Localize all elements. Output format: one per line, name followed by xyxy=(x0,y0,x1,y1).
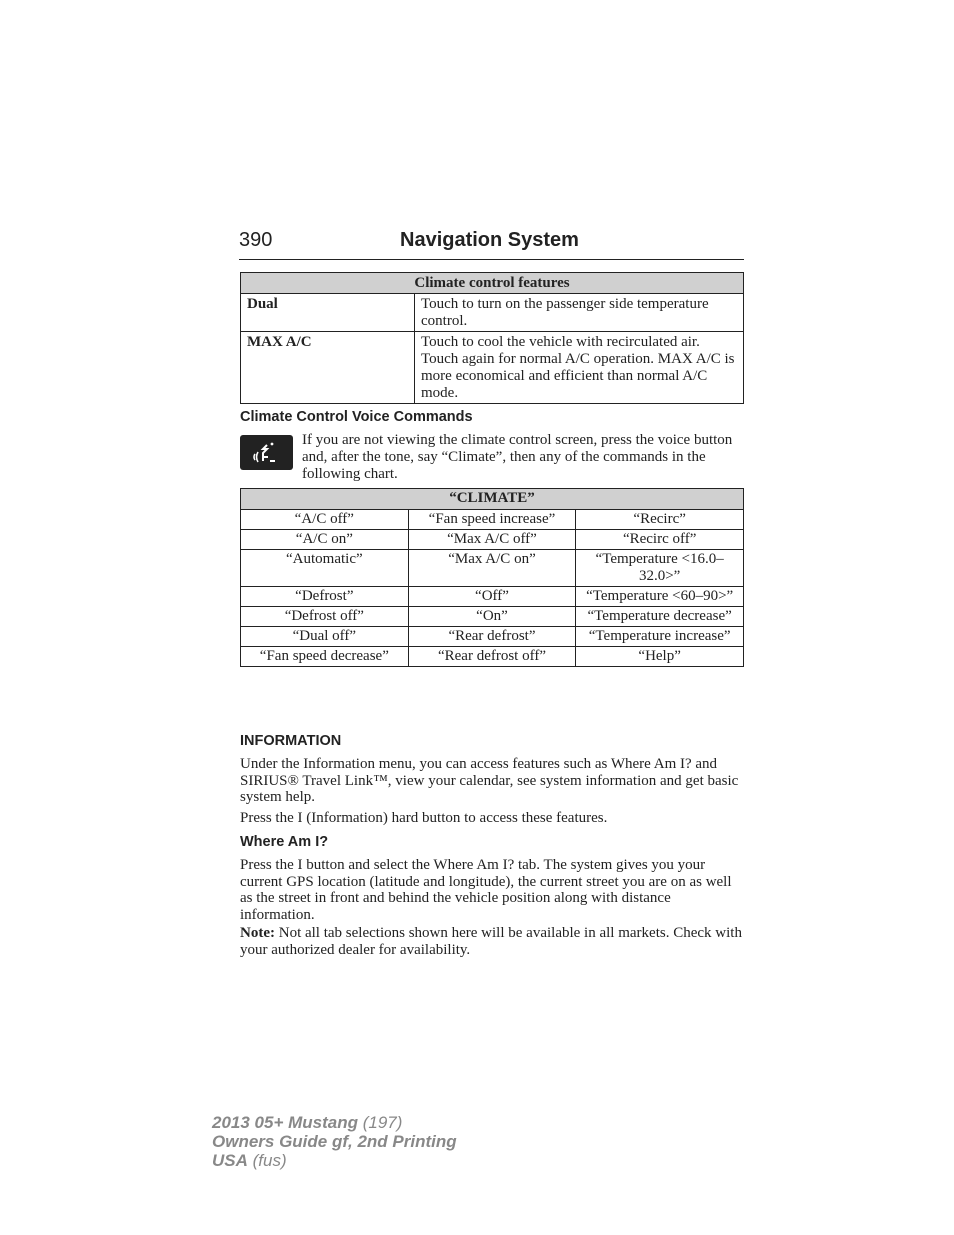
command-cell: “Defrost” xyxy=(241,587,409,607)
information-hint: Press the I (Information) hard button to access these features. xyxy=(240,810,608,826)
climate-features-table xyxy=(240,272,744,404)
command-cell: “Fan speed increase” xyxy=(408,510,576,530)
command-cell: “A/C off” xyxy=(241,510,409,530)
command-cell: “Max A/C on” xyxy=(408,550,576,587)
commands-table-title: “CLIMATE” xyxy=(241,489,744,510)
footer-market-code: (fus) xyxy=(247,1151,287,1170)
command-cell: “Defrost off” xyxy=(241,607,409,627)
table-row xyxy=(241,510,744,530)
table-row xyxy=(241,627,744,647)
information-heading: INFORMATION xyxy=(240,733,342,749)
voice-commands-heading: Climate Control Voice Commands xyxy=(240,409,473,425)
command-cell: “Help” xyxy=(576,647,744,667)
voice-button-icon xyxy=(240,435,293,470)
feature-description: Touch to turn on the passenger side temperature control. xyxy=(415,294,744,332)
availability-note xyxy=(240,925,745,958)
where-am-i-heading: Where Am I? xyxy=(240,834,329,850)
footer-line-guide xyxy=(212,1132,457,1151)
table-row xyxy=(241,587,744,607)
information-paragraph: Under the Information menu, you can access features such as Where Am I? and SIRIUS® Travel Link™, view your calendar, see system information and get basic system help. xyxy=(240,756,739,805)
command-cell: “Temperature <16.0–32.0>” xyxy=(576,550,744,587)
feature-name: Dual xyxy=(241,294,415,332)
table-row xyxy=(241,607,744,627)
section-title: Navigation System xyxy=(400,229,579,251)
voice-intro-text: If you are not viewing the climate control screen, press the voice button and, after the tone, say “Climate”, then any of the commands in the following chart. xyxy=(302,432,733,482)
command-cell: “Fan speed decrease” xyxy=(241,647,409,667)
page-header xyxy=(239,229,744,260)
footer-line-model xyxy=(212,1113,457,1132)
table-row xyxy=(241,332,744,404)
command-cell: “Recirc off” xyxy=(576,530,744,550)
footer-market: USA xyxy=(212,1151,248,1170)
table-row xyxy=(241,647,744,667)
command-cell: “Recirc” xyxy=(576,510,744,530)
command-cell: “Dual off” xyxy=(241,627,409,647)
footer-guide: Owners Guide gf, 2nd Printing xyxy=(212,1132,457,1151)
command-cell: “Rear defrost off” xyxy=(408,647,576,667)
command-cell: “A/C on” xyxy=(241,530,409,550)
footer-model-code: (197) xyxy=(358,1113,403,1132)
command-cell: “Temperature increase” xyxy=(576,627,744,647)
climate-commands-table xyxy=(240,488,744,667)
command-cell: “Off” xyxy=(408,587,576,607)
voice-button-icon-graphic xyxy=(240,435,293,470)
document-footer xyxy=(212,1113,457,1170)
table-row xyxy=(241,530,744,550)
note-label: Note: xyxy=(240,925,275,941)
page-number: 390 xyxy=(239,229,273,251)
where-am-i-paragraph: Press the I button and select the Where Am I? tab. The system gives you your current GPS location (latitude and longitude), the current street you are on as well as the street in front and behind the vehicle position along with distance information. xyxy=(240,857,732,923)
command-cell: “On” xyxy=(408,607,576,627)
command-cell: “Temperature <60–90>” xyxy=(576,587,744,607)
feature-description: Touch to cool the vehicle with recirculated air. Touch again for normal A/C operation. MAX A/C is more economical and efficient than normal A/C mode. xyxy=(415,332,744,404)
command-cell: “Rear defrost” xyxy=(408,627,576,647)
feature-name: MAX A/C xyxy=(241,332,415,404)
table-row xyxy=(241,550,744,587)
command-cell: “Automatic” xyxy=(241,550,409,587)
footer-line-market xyxy=(212,1151,457,1170)
note-text: Not all tab selections shown here will be available in all markets. Check with your authorized dealer for availability. xyxy=(240,925,742,958)
table-row xyxy=(241,294,744,332)
command-cell: “Max A/C off” xyxy=(408,530,576,550)
footer-model: 2013 05+ Mustang xyxy=(212,1113,358,1132)
command-cell: “Temperature decrease” xyxy=(576,607,744,627)
features-table-title: Climate control features xyxy=(241,273,744,294)
